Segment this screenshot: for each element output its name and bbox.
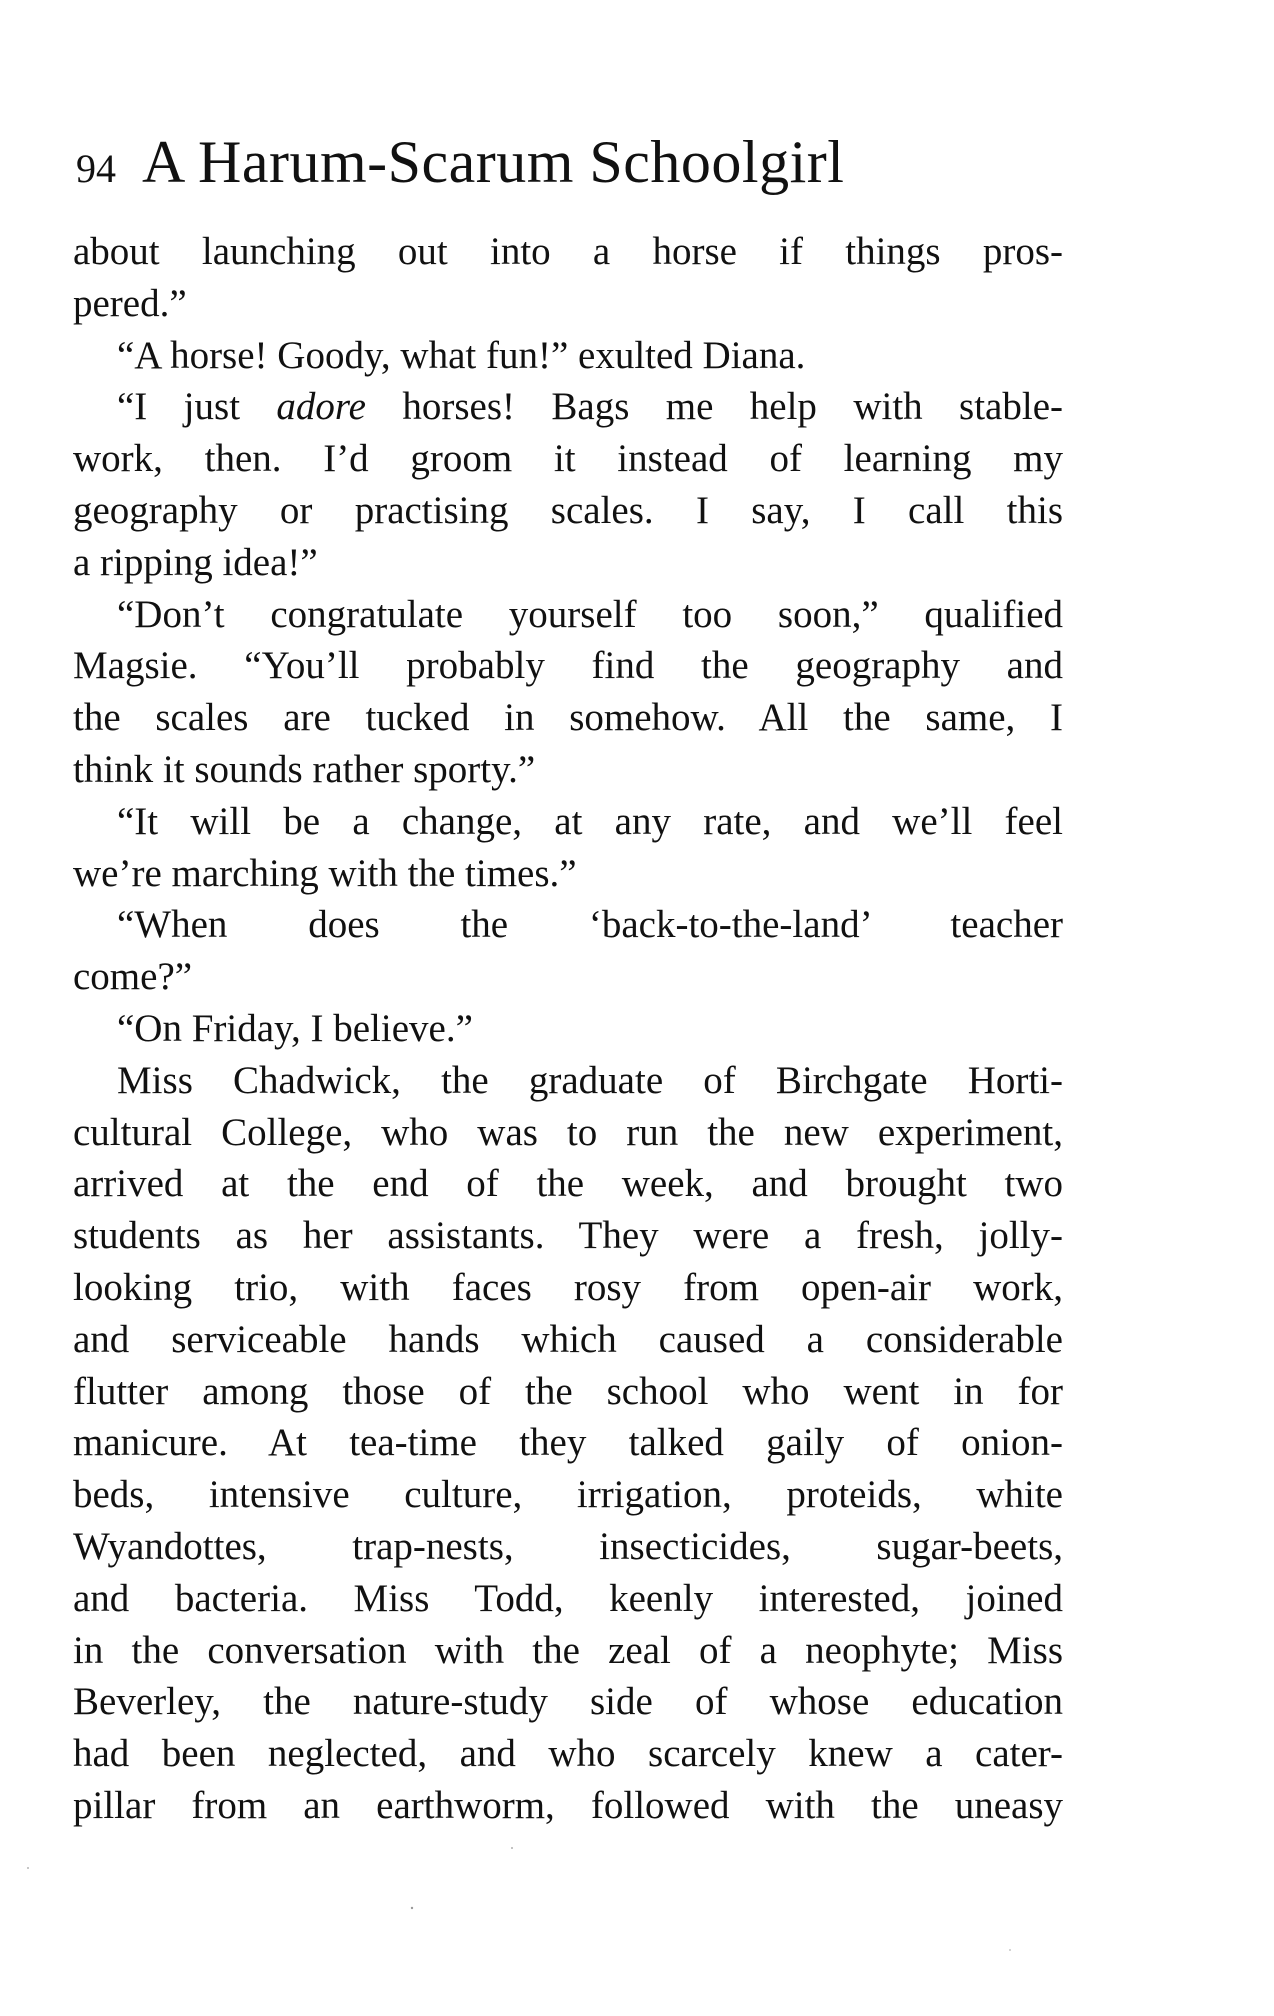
text-line (73, 381, 1063, 433)
text-line: Beverley, the nature-study side of whose education (73, 1680, 1063, 1724)
paragraph-start-line: “On Friday, I believe.” (117, 1006, 473, 1050)
text-span: “I just (117, 385, 277, 429)
running-title: A Harum-Scarum Schoolgirl (142, 129, 845, 195)
text-line: looking trio, with faces rosy from open-air work, (73, 1265, 1063, 1309)
text-line: and serviceable hands which caused a considerable (73, 1317, 1063, 1361)
text-line: Wyandottes, trap-nests, insecticides, sugar-beets, (73, 1524, 1063, 1568)
text-line: pered.” (73, 281, 187, 325)
text-line: cultural College, who was to run the new experiment, (73, 1110, 1063, 1154)
text-line: we’re marching with the times.” (73, 851, 577, 895)
paragraph-start-line: “When does the ‘back-to-the-land’ teacher (117, 903, 1063, 947)
text-line: Magsie. “You’ll probably find the geography and (73, 644, 1063, 688)
paper-speck (1009, 1949, 1011, 1951)
text-line: a ripping idea!” (73, 540, 318, 584)
body-text (73, 226, 1063, 1832)
paper-speck (411, 1907, 413, 1909)
emphasis-text: adore (276, 385, 366, 429)
paper-speck (511, 1847, 513, 1849)
text-line: in the conversation with the zeal of a neophyte; Miss (73, 1628, 1063, 1672)
text-line: flutter among those of the school who went in for (73, 1369, 1063, 1413)
page-number: 94 (76, 146, 116, 191)
text-line: work, then. I’d groom it instead of learning my (73, 437, 1063, 481)
text-line: think it sounds rather sporty.” (73, 747, 536, 791)
paragraph-start-line: “Don’t congratulate yourself too soon,” qualified (117, 592, 1063, 636)
paragraph-start-line: “A horse! Goody, what fun!” exulted Diana. (117, 333, 806, 377)
text-span: horses! Bags me help with stable- (365, 385, 1063, 429)
text-line: arrived at the end of the week, and brought two (73, 1162, 1063, 1206)
paper-speck (27, 1867, 29, 1869)
paragraph-start-line: Miss Chadwick, the graduate of Birchgate Horti- (117, 1058, 1063, 1102)
running-head (76, 128, 1076, 198)
text-line: and bacteria. Miss Todd, keenly interested, joined (73, 1576, 1063, 1620)
text-line: students as her assistants. They were a fresh, jolly- (73, 1214, 1063, 1258)
paragraph-start-line: “It will be a change, at any rate, and we’ll feel (117, 799, 1063, 843)
text-line: had been neglected, and who scarcely knew a cater- (73, 1732, 1063, 1776)
text-line: the scales are tucked in somehow. All the same, I (73, 696, 1063, 740)
text-line: come?” (73, 955, 193, 999)
text-line: beds, intensive culture, irrigation, proteids, white (73, 1473, 1063, 1517)
text-line: pillar from an earthworm, followed with the uneasy (73, 1783, 1063, 1827)
text-line: geography or practising scales. I say, I call this (73, 488, 1063, 532)
text-line: about launching out into a horse if things pros- (73, 230, 1063, 273)
text-line: manicure. At tea-time they talked gaily of onion- (73, 1421, 1063, 1465)
